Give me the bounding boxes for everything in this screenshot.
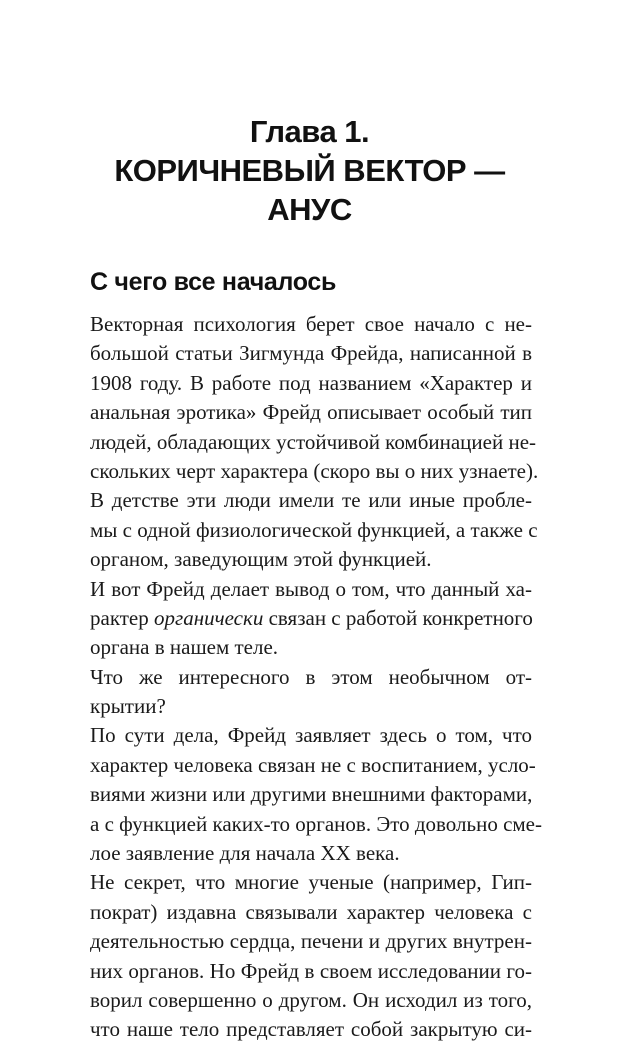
text-line: ворил совершенно о другом. Он исходил из того, (90, 987, 532, 1012)
paragraph-2 (90, 486, 538, 574)
text-line: виями жизни или другими внешними факторами, (90, 782, 533, 807)
text-line: органа в нашем теле. (90, 635, 279, 660)
text-line: органом, заведующим этой функцией. (90, 547, 432, 572)
text-line: них органов. Но Фрейд в своем исследовании го- (90, 958, 532, 983)
emphasized-word: органически (154, 605, 264, 630)
text-line: Векторная психология берет свое начало с не- (90, 312, 532, 336)
text-line: лое заявление для начала XX века. (90, 841, 400, 866)
text-line: крытии? (90, 694, 166, 719)
text-line: а с функцией каких-то органов. Это довольно сме- (90, 811, 542, 836)
paragraph-1 (90, 310, 539, 486)
text-line: большой статьи Зигмунда Фрейда, написанной в (90, 341, 532, 366)
text-line: И вот Фрейд делает вывод о том, что данный ха- (90, 576, 532, 601)
text-line: пократ) издавна связывали характер человека с (90, 899, 532, 924)
text-fragment: связан с работой конкретного (263, 605, 533, 630)
paragraph-5 (90, 721, 542, 868)
text-line: В детстве эти люди имели те или иные пробле- (90, 488, 532, 513)
paragraph-6 (90, 868, 532, 1044)
text-line: что наше тело представляет собой закрытую си- (90, 1017, 532, 1042)
text-line: 1908 году. В работе под названием «Характер и (90, 370, 532, 395)
body-text (90, 310, 542, 1045)
text-fragment: рактер (90, 605, 154, 630)
chapter-title-line-1: КОРИЧНЕВЫЙ ВЕКТОР — (114, 153, 505, 188)
text-line: скольких черт характера (скоро вы о них узнаете). (90, 458, 539, 483)
chapter-title-line-2: АНУС (267, 192, 352, 227)
chapter-number: Глава 1. (249, 114, 370, 149)
text-line (90, 604, 532, 633)
text-line: характер человека связан не с воспитанием, усло- (90, 752, 536, 777)
text-line: деятельностью сердца, печени и других внутрен- (90, 929, 532, 954)
paragraph-4 (90, 663, 532, 722)
text-line: анальная эротика» Фрейд описывает особый тип (90, 400, 532, 425)
text-line: Что же интересного в этом необычном от- (90, 664, 532, 689)
text-line: мы с одной физиологической функцией, а также с (90, 517, 538, 542)
section-title: С чего все началось (90, 268, 337, 296)
text-line: людей, обладающих устойчивой комбинацией не- (90, 429, 537, 454)
text-line: Не секрет, что многие ученые (например, Гип- (90, 870, 532, 895)
text-line: По сути дела, Фрейд заявляет здесь о том, что (90, 723, 532, 748)
paragraph-3 (90, 575, 532, 663)
